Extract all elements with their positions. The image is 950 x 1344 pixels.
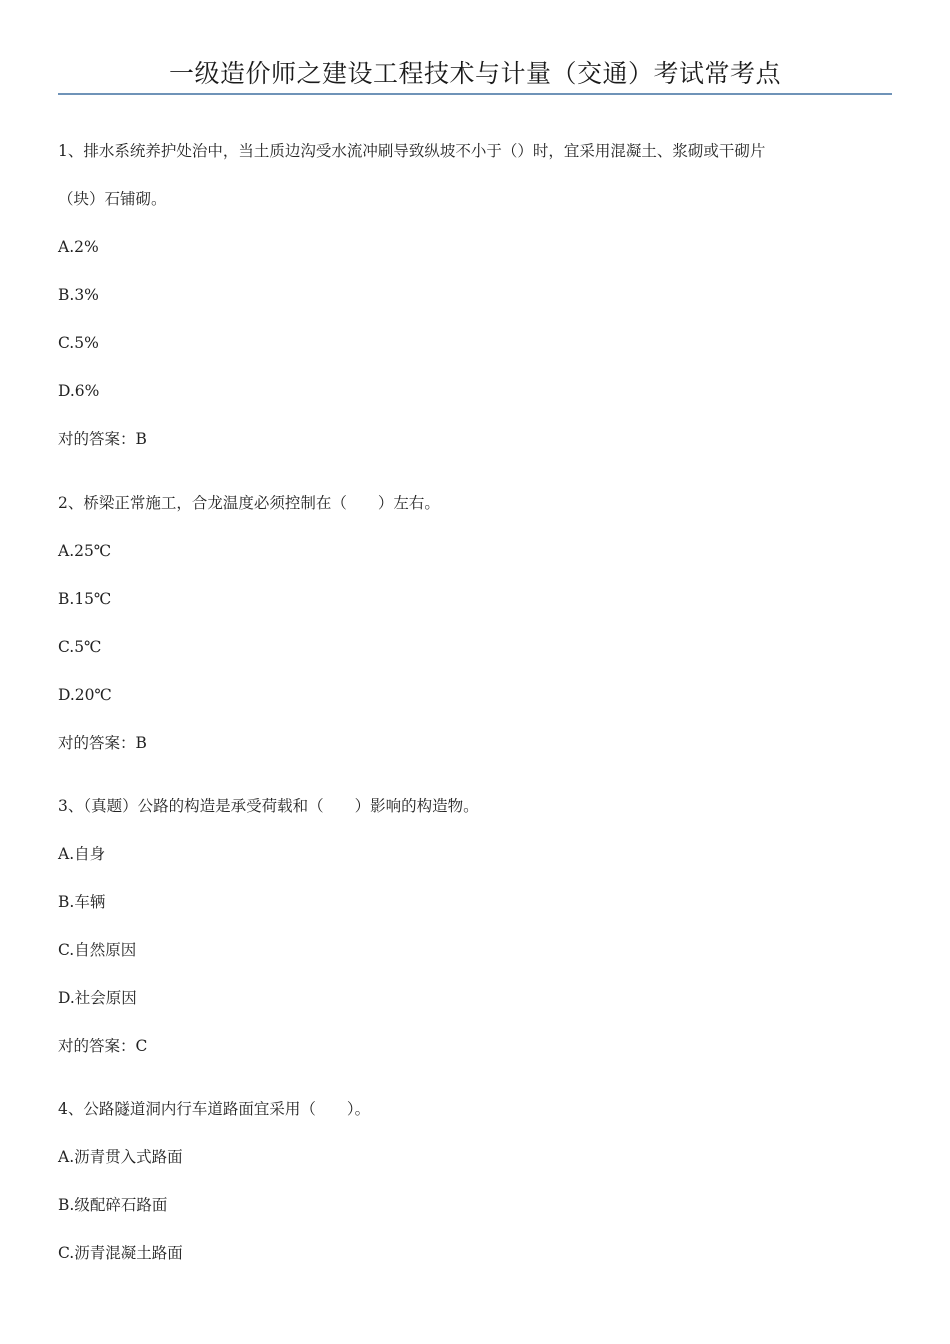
question-2-option-a: A.25℃: [58, 542, 112, 560]
question-1-option-d: D.6%: [58, 382, 100, 400]
question-2-option-c: C.5℃: [58, 638, 102, 656]
question-2-answer: 对的答案：B: [58, 734, 147, 752]
question-3-answer: 对的答案：C: [58, 1037, 148, 1055]
question-1-stem-line-2: （块）石铺砌。: [58, 190, 167, 208]
question-4-option-a: A.沥青贯入式路面: [58, 1148, 183, 1166]
question-2-option-d: D.20℃: [58, 686, 112, 704]
question-4-option-b: B.级配碎石路面: [58, 1196, 168, 1214]
question-1-answer: 对的答案：B: [58, 430, 147, 448]
question-1-option-c: C.5%: [58, 334, 99, 352]
question-3-option-b: B.车辆: [58, 893, 106, 911]
question-1-stem-line-1: 1、排水系统养护处治中，当土质边沟受水流冲刷导致纵坡不小于（）时，宜采用混凝土、浆砌或干砌片: [58, 142, 766, 160]
question-1-option-b: B.3%: [58, 286, 99, 304]
question-4-stem-line-1: 4、公路隧道洞内行车道路面宜采用（ ）。: [58, 1100, 371, 1118]
question-3-option-d: D.社会原因: [58, 989, 137, 1007]
title-divider: [58, 93, 892, 95]
question-3-option-a: A.自身: [58, 845, 106, 863]
question-2-option-b: B.15℃: [58, 590, 112, 608]
question-4-option-c: C.沥青混凝土路面: [58, 1244, 183, 1262]
page-title: 一级造价师之建设工程技术与计量（交通）考试常考点: [168, 59, 781, 88]
question-2-stem-line-1: 2、桥梁正常施工，合龙温度必须控制在（ ）左右。: [58, 494, 440, 512]
question-3-stem-line-1: 3、（真题）公路的构造是承受荷载和（ ）影响的构造物。: [58, 797, 479, 815]
question-1-option-a: A.2%: [58, 238, 99, 256]
question-3-option-c: C.自然原因: [58, 941, 137, 959]
